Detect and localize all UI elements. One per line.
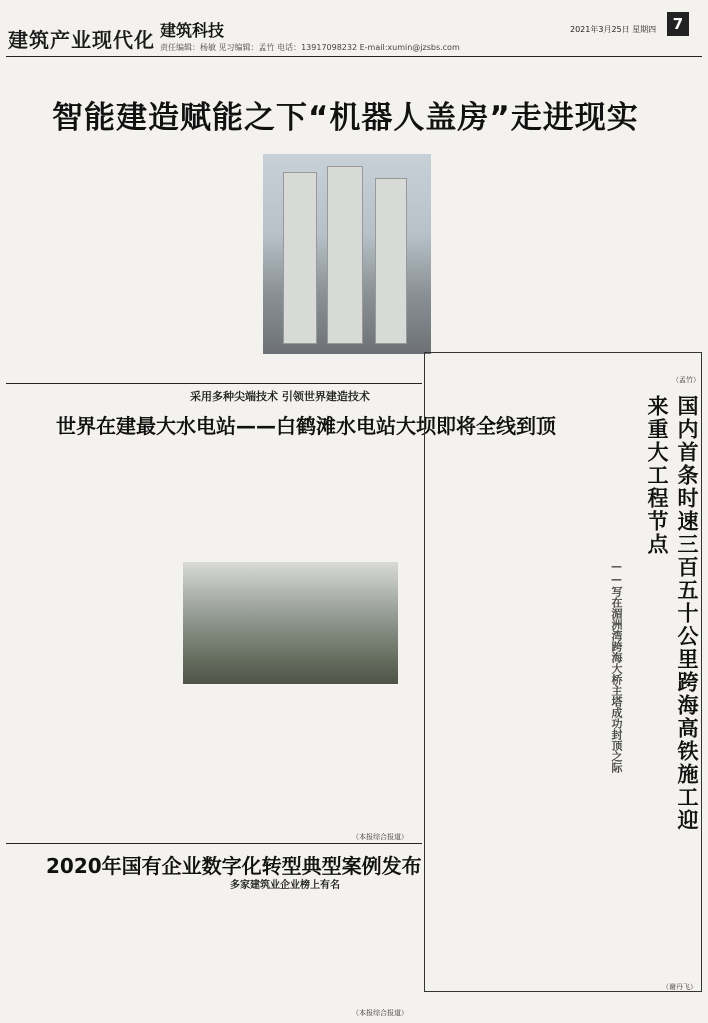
article4-col4: [320, 900, 420, 1010]
article1-col3: [263, 356, 431, 376]
article4-source: （本报综合报道）: [352, 1009, 408, 1017]
article-headline: 智能建造赋能之下“机器人盖房”走进现实: [52, 100, 639, 136]
dam-photo: [183, 562, 398, 684]
article4-col1: [8, 900, 110, 1010]
article3-text: [428, 356, 600, 976]
article1-col4: [442, 154, 554, 376]
article2-source: （本报综合报道）: [352, 833, 408, 841]
newspaper-brand: 建筑产业现代化: [8, 28, 155, 52]
article1-col2: [126, 154, 260, 376]
article1-col5: [556, 154, 698, 376]
divider-bottom: [6, 843, 422, 844]
section-title: 建筑科技: [160, 21, 225, 40]
divider: [6, 383, 422, 384]
article4-headline: 2020年国有企业数字化转型典型案例发布: [46, 854, 422, 878]
article2-col1: [8, 442, 148, 840]
article2-col3: [285, 442, 420, 560]
article2-headline: 世界在建最大水电站——白鹤滩水电站大坝即将全线到顶: [56, 414, 556, 438]
article4-col3: [216, 900, 318, 1010]
editor-meta: 责任编辑：杨敏 见习编辑：孟竹 电话：13917098232 E-mail:xumin@jzsbs.com: [160, 43, 460, 52]
construction-photo: [263, 154, 431, 354]
article3-author: （谢丹飞）: [662, 983, 697, 991]
page-number: 7: [667, 12, 689, 36]
article3-headline: 国内首条时速三百五十公里跨海高铁施工迎来重大工程节点: [645, 395, 699, 832]
article2-col4: [146, 688, 282, 838]
article2-col5: [285, 688, 420, 838]
article4-byline: 多家建筑业企业榜上有名: [230, 880, 340, 891]
article3-subtitle: ——写在湄洲湾跨海大桥主塔成功封顶之际: [610, 560, 623, 773]
article1-col1: [8, 154, 123, 376]
masthead-rule: [6, 56, 702, 57]
article1-author: （孟竹）: [672, 376, 700, 384]
article2-col2: [146, 442, 282, 560]
article2-kicker: 采用多种尖端技术 引领世界建造技术: [190, 390, 370, 403]
article4-col2: [112, 900, 214, 1010]
issue-date: 2021年3月25日 星期四: [570, 25, 657, 34]
